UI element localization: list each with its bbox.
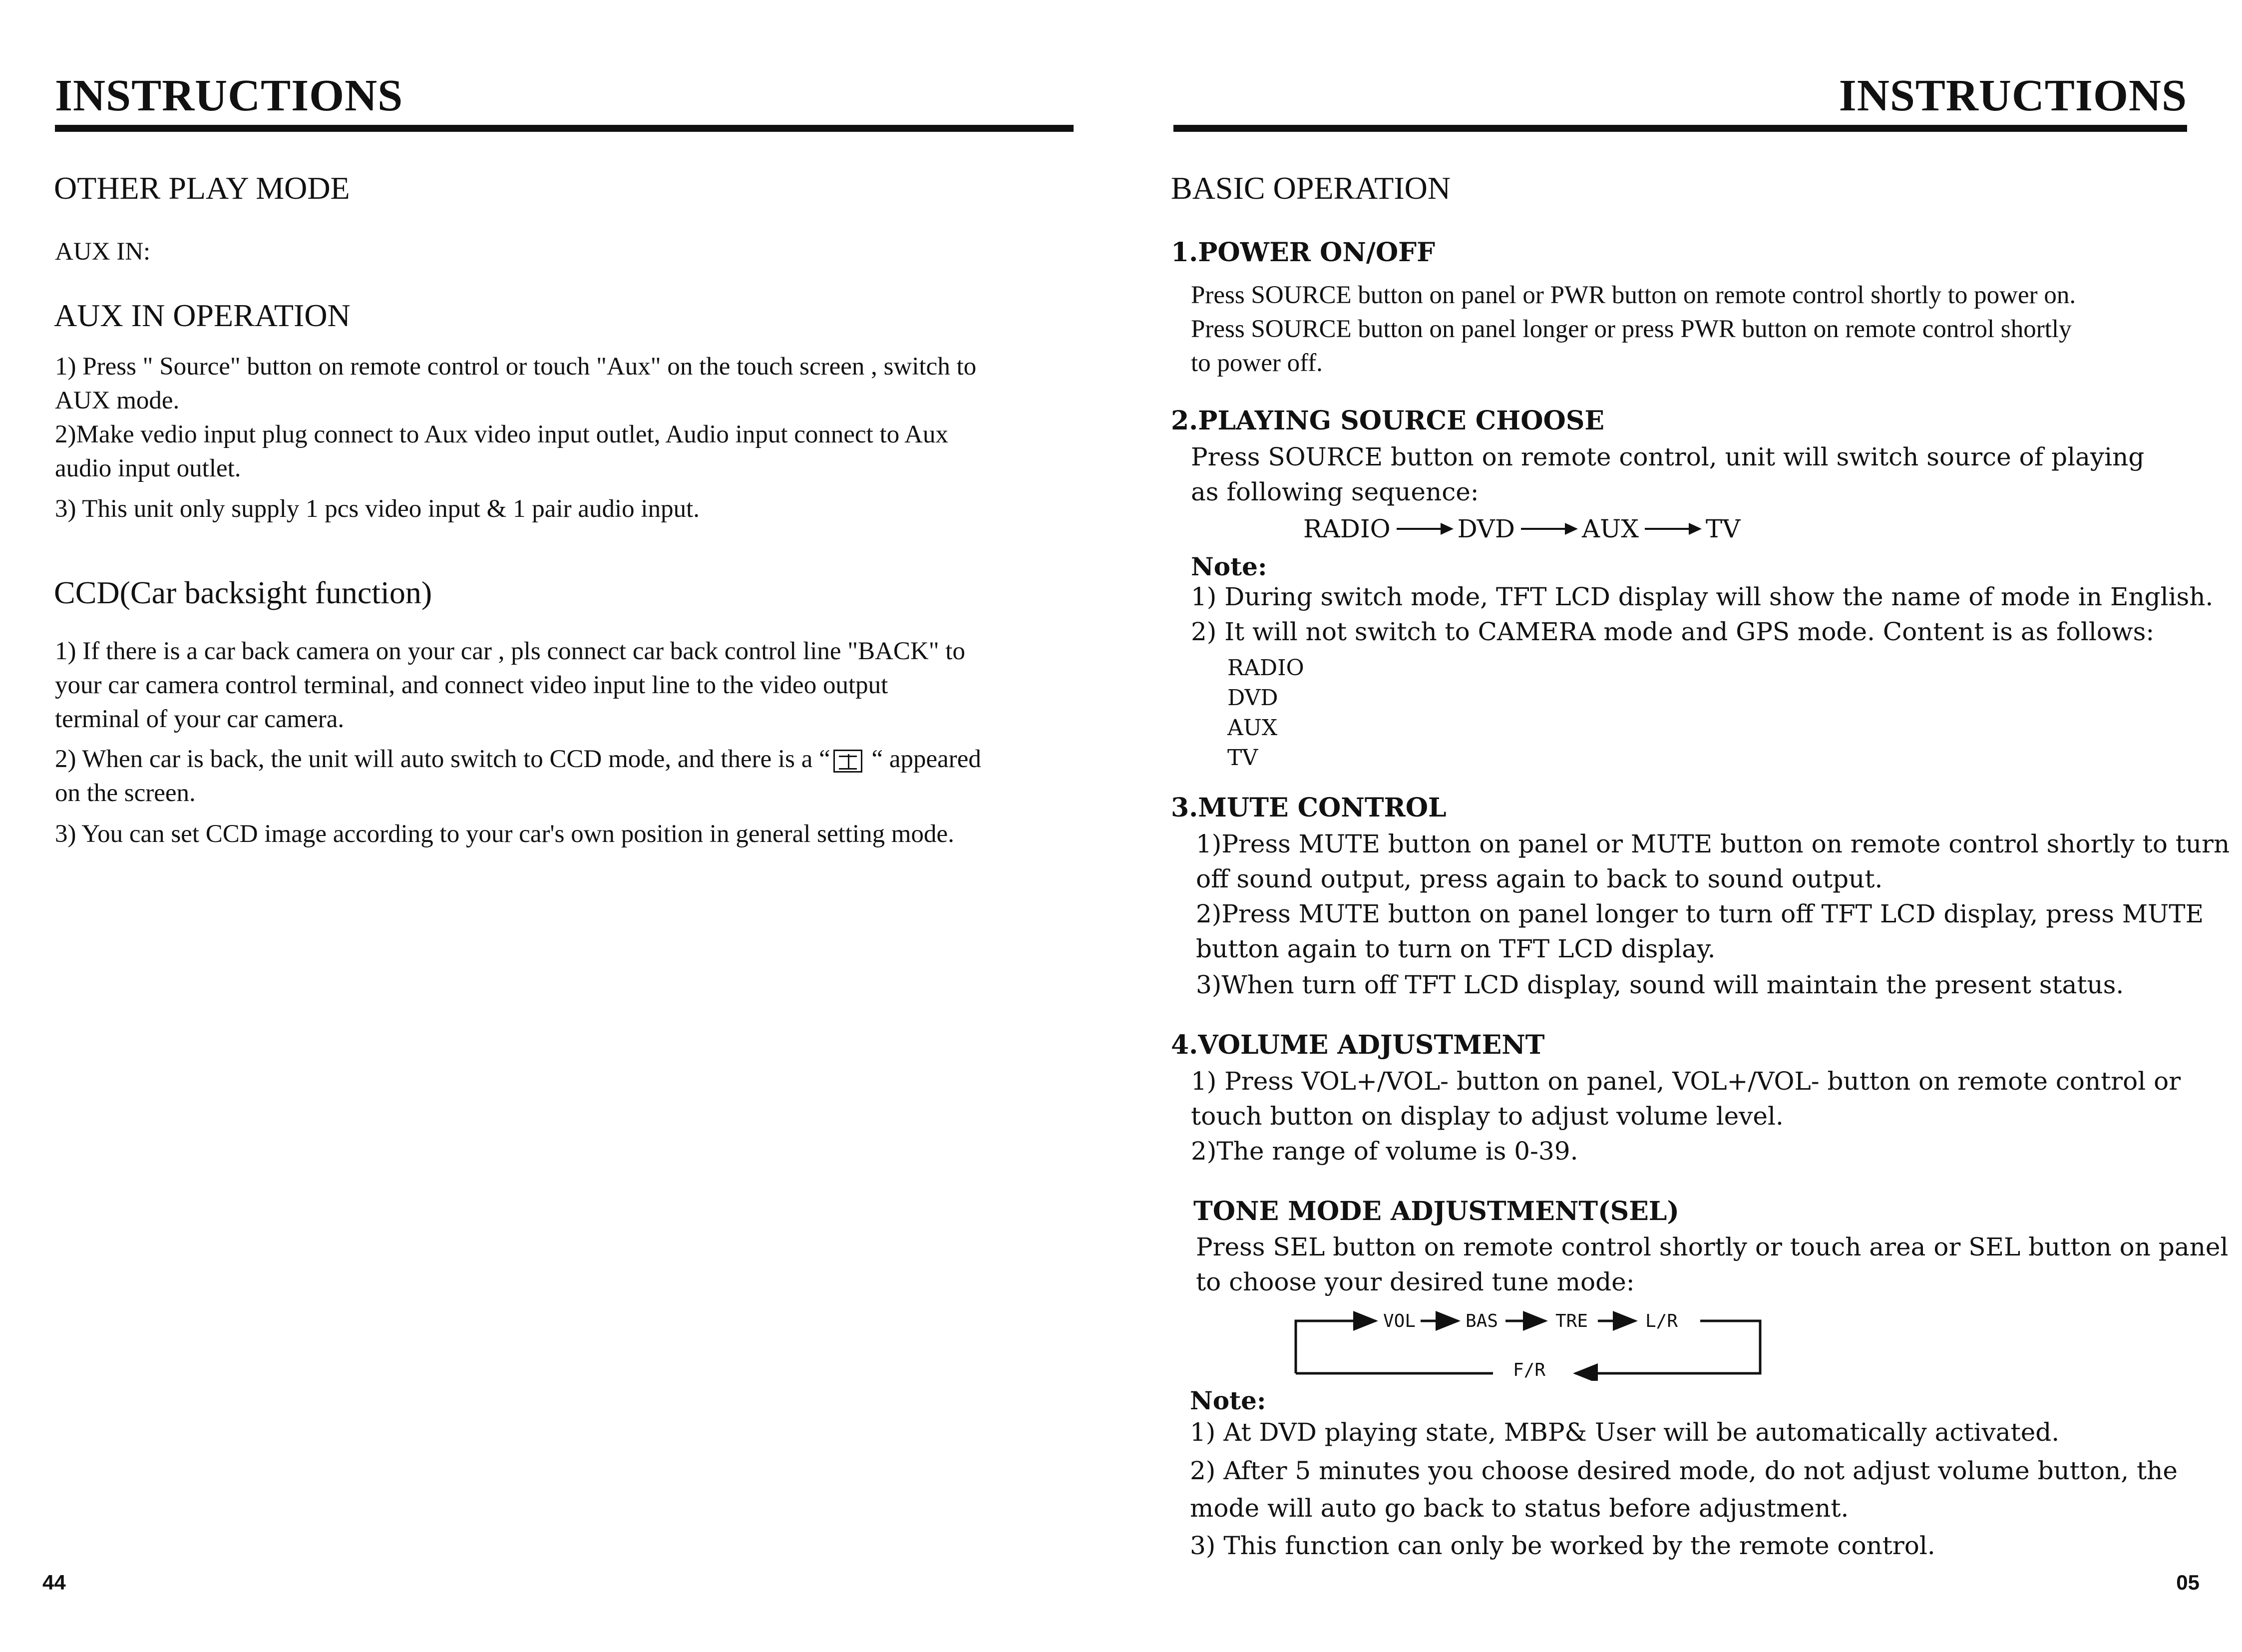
note-line: 2) It will not switch to CAMERA mode and GPS mode. Content is as follows: xyxy=(1191,617,2155,646)
note-label: Note: xyxy=(1190,1386,1266,1415)
mode-list xyxy=(1227,653,1304,773)
diagram-item: VOL xyxy=(1383,1311,1416,1331)
source-line: as following sequence: xyxy=(1191,477,1479,506)
section-title: BASIC OPERATION xyxy=(1171,170,1451,206)
mute-line: 2)Press MUTE button on panel longer to turn off TFT LCD display, press MUTE xyxy=(1196,899,2204,928)
aux-operation-title: AUX IN OPERATION xyxy=(54,298,351,333)
volume-line: 1) Press VOL+/VOL- button on panel, VOL+/VOL- button on remote control or xyxy=(1191,1067,2181,1096)
ccd-line-part: “ appeared xyxy=(865,745,981,773)
source-sequence xyxy=(1303,514,1740,543)
sequence-item: DVD xyxy=(1457,514,1515,543)
aux-line: 1) Press " Source" button on remote control or touch "Aux" on the touch screen , switch to xyxy=(55,353,977,381)
aux-in-label: AUX IN: xyxy=(55,238,151,266)
volume-line: 2)The range of volume is 0-39. xyxy=(1191,1137,1578,1166)
tone-line: Press SEL button on remote control shortly or touch area or SEL button on panel xyxy=(1196,1233,2229,1261)
diagram-item: TRE xyxy=(1555,1311,1588,1331)
ccd-screen-icon xyxy=(833,750,862,773)
aux-line: AUX mode. xyxy=(55,387,180,414)
sequence-item: RADIO xyxy=(1303,514,1391,543)
volume-title: 4.VOLUME ADJUSTMENT xyxy=(1171,1030,1545,1060)
ccd-line: on the screen. xyxy=(55,779,196,807)
sequence-item: TV xyxy=(1705,514,1741,543)
sequence-item: AUX xyxy=(1582,514,1639,543)
note-line: 2) After 5 minutes you choose desired mode, do not adjust volume button, the xyxy=(1190,1456,2178,1485)
page-header: INSTRUCTIONS xyxy=(55,71,403,120)
ccd-line: 1) If there is a car back camera on your car , pls connect car back control line "BACK" to xyxy=(55,637,966,665)
mute-line: 3)When turn off TFT LCD display, sound will maintain the present status. xyxy=(1196,970,2124,999)
power-line: to power off. xyxy=(1191,349,1323,377)
right-page xyxy=(1121,0,2242,1652)
aux-line: audio input outlet. xyxy=(55,454,241,482)
note-label: Note: xyxy=(1191,552,1267,581)
note-line: 3) This function can only be worked by the remote control. xyxy=(1190,1531,1935,1560)
power-line: Press SOURCE button on panel or PWR button on remote control shortly to power on. xyxy=(1191,281,2076,309)
mute-line: off sound output, press again to back to sound output. xyxy=(1196,864,1883,893)
mute-line: 1)Press MUTE button on panel or MUTE button on remote control shortly to turn xyxy=(1196,829,2230,858)
diagram-line xyxy=(1296,1321,1376,1373)
note-line: 1) During switch mode, TFT LCD display will show the name of mode in English. xyxy=(1191,582,2214,611)
note-line: mode will auto go back to status before adjustment. xyxy=(1190,1494,1849,1523)
ccd-line: terminal of your car camera. xyxy=(55,705,345,733)
tone-line: to choose your desired tune mode: xyxy=(1196,1267,1635,1296)
mute-title: 3.MUTE CONTROL xyxy=(1171,793,1447,823)
section-title: OTHER PLAY MODE xyxy=(54,170,350,206)
header-rule xyxy=(1173,125,2187,132)
ccd-line: 3) You can set CCD image according to your car's own position in general setting mode. xyxy=(55,820,954,848)
arrow-right-icon xyxy=(1397,528,1452,530)
volume-line: touch button on display to adjust volume level. xyxy=(1191,1102,1784,1131)
arrow-right-icon xyxy=(1645,528,1700,530)
page-number: 05 xyxy=(2176,1571,2200,1594)
page-number: 44 xyxy=(42,1571,66,1594)
mode-item: RADIO xyxy=(1227,655,1304,681)
ccd-line: your car camera control terminal, and connect video input line to the video output xyxy=(55,671,888,699)
power-title: 1.POWER ON/OFF xyxy=(1171,237,1435,268)
diagram-item: F/R xyxy=(1513,1360,1546,1380)
ccd-line xyxy=(55,742,981,776)
arrow-right-icon xyxy=(1521,528,1576,530)
mode-item: AUX xyxy=(1227,715,1278,741)
note-line: 1) At DVD playing state, MBP& User will be automatically activated. xyxy=(1190,1418,2060,1447)
tone-title: TONE MODE ADJUSTMENT(SEL) xyxy=(1193,1196,1679,1227)
mode-item: DVD xyxy=(1227,685,1278,711)
tone-cycle-diagram xyxy=(1293,1301,1765,1381)
mode-item: TV xyxy=(1227,745,1258,771)
ccd-title: CCD(Car backsight function) xyxy=(54,575,432,610)
mute-line: button again to turn on TFT LCD display. xyxy=(1196,934,1716,963)
diagram-item: BAS xyxy=(1466,1311,1498,1331)
ccd-line-part: 2) When car is back, the unit will auto switch to CCD mode, and there is a “ xyxy=(55,745,830,773)
aux-line: 2)Make vedio input plug connect to Aux video input outlet, Audio input connect to Aux xyxy=(55,420,949,448)
power-line: Press SOURCE button on panel longer or press PWR button on remote control shortly xyxy=(1191,315,2072,343)
diagram-item: L/R xyxy=(1645,1311,1678,1331)
aux-line: 3) This unit only supply 1 pcs video input & 1 pair audio input. xyxy=(55,495,700,523)
header-rule xyxy=(55,125,1074,132)
source-line: Press SOURCE button on remote control, unit will switch source of playing xyxy=(1191,442,2145,471)
source-title: 2.PLAYING SOURCE CHOOSE xyxy=(1171,406,1605,436)
page-header: INSTRUCTIONS xyxy=(1839,71,2187,120)
